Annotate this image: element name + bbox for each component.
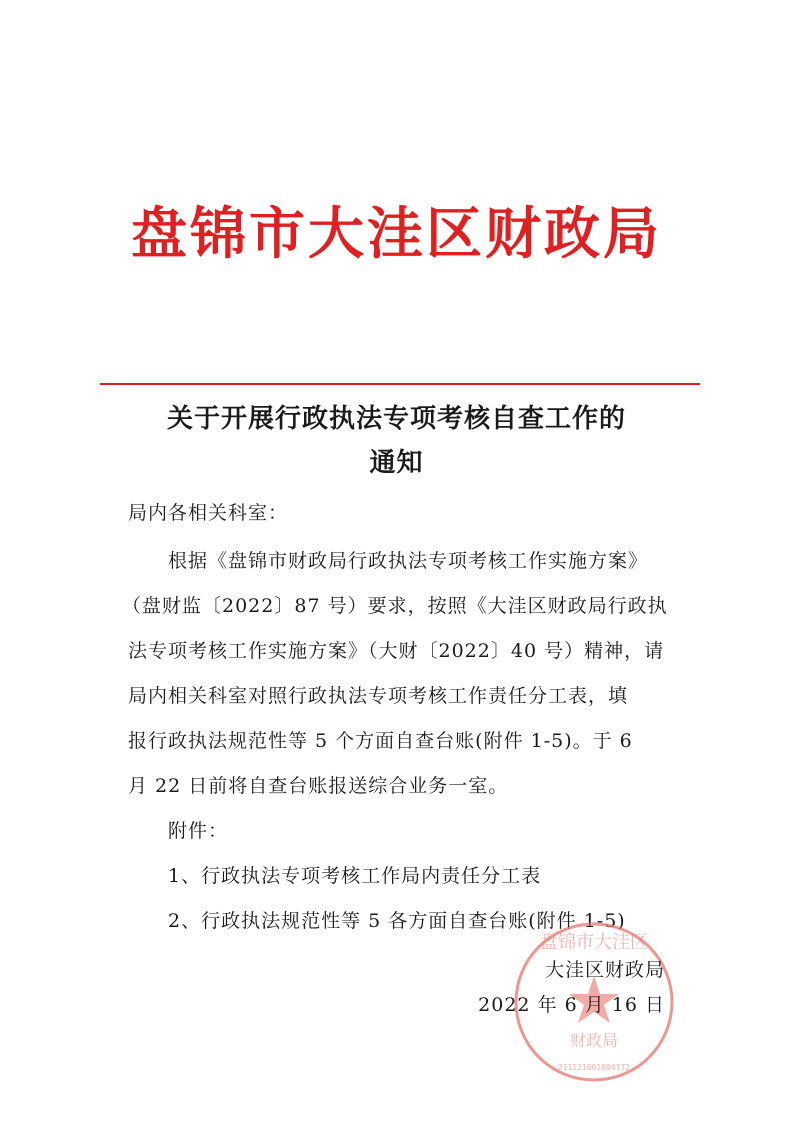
body-line: 法专项考核工作实施方案》（大财〔2022〕40 号）精神，请 <box>128 640 665 662</box>
signature-org: 大洼区财政局 <box>544 959 665 981</box>
attachments-label: 附件： <box>168 820 229 842</box>
attachment-item-2: 2、行政执法规范性等 5 各方面自查台账(附件 1-5) <box>168 910 626 932</box>
document-title-line-2: 通知 <box>369 448 424 478</box>
red-separator-line <box>100 383 700 385</box>
attachment-item-1: 1、行政执法专项考核工作局内责任分工表 <box>168 865 542 887</box>
body-line: 局内相关科室对照行政执法专项考核工作责任分工表，填 <box>128 685 629 707</box>
issuing-org-header: 盘锦市大洼区财政局 <box>131 201 662 267</box>
body-line: 报行政执法规范性等 5 个方面自查台账(附件 1-5)。于 6 <box>128 730 633 752</box>
document-title-line-1: 关于开展行政执法专项考核自查工作的 <box>166 404 626 434</box>
body-line: （盘财监〔2022〕87 号）要求，按照《大洼区财政局行政执 <box>122 595 668 617</box>
signature-date: 2022 年 6 月 16 日 <box>478 994 665 1016</box>
body-line: 根据《盘锦市财政局行政执法专项考核工作实施方案》 <box>168 550 649 572</box>
salutation: 局内各相关科室： <box>128 502 289 524</box>
svg-text:盘锦市大洼区: 盘锦市大洼区 <box>540 932 648 953</box>
svg-text:211121001004172: 211121001004172 <box>557 1063 631 1072</box>
body-line: 月 22 日前将自查台账报送综合业务一室。 <box>128 775 509 797</box>
svg-text:财政局: 财政局 <box>569 1031 619 1050</box>
